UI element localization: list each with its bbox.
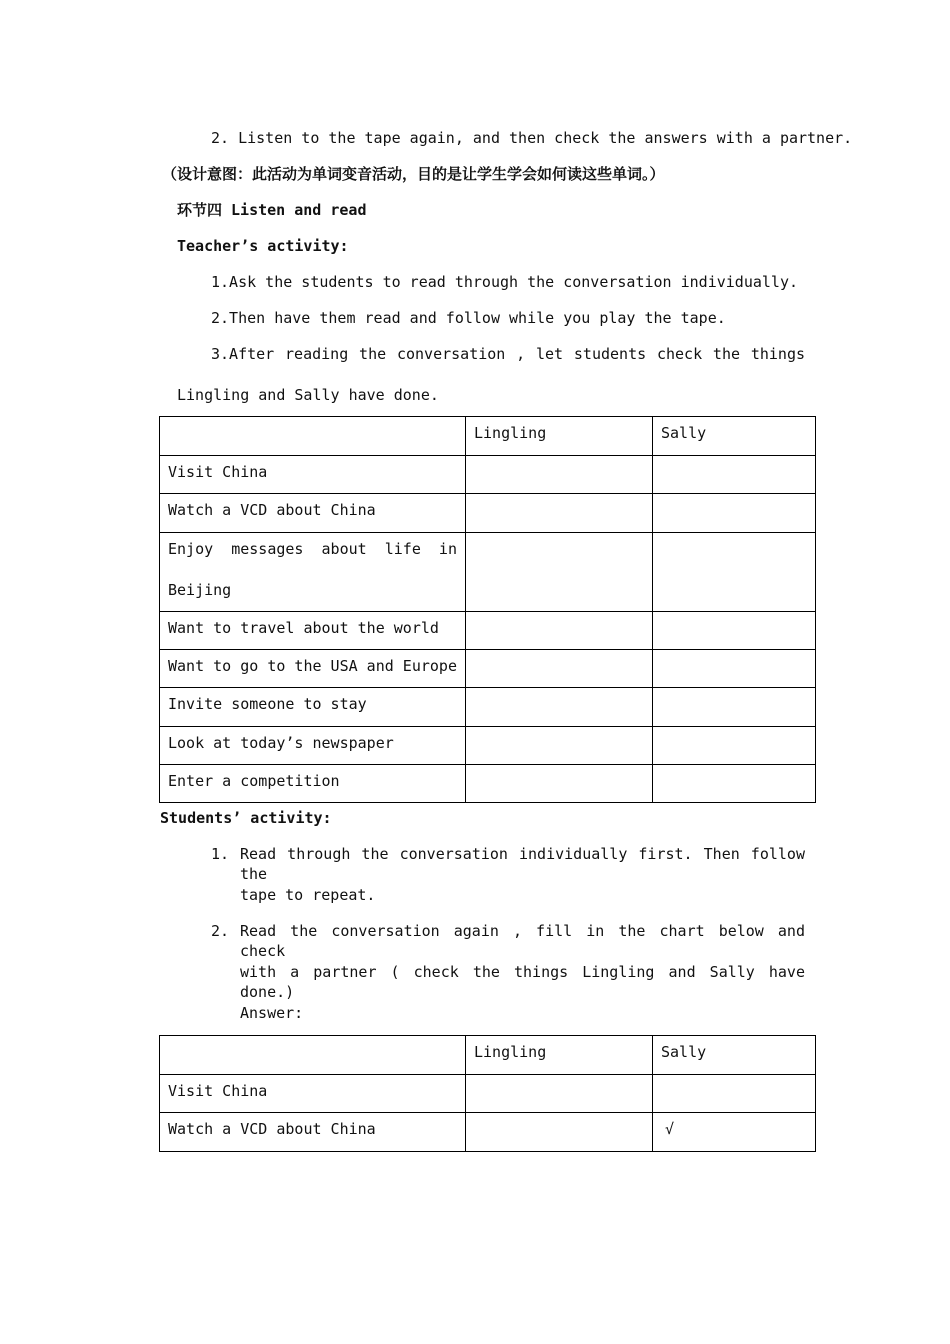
teacher-activity-heading: Teacher’s activity: [177, 237, 349, 255]
activity-cell: Enter a competition [160, 765, 466, 803]
sally-cell [653, 456, 816, 494]
sally-cell [653, 688, 816, 727]
lingling-cell [466, 456, 653, 494]
table-row [160, 456, 816, 494]
activity-cell-line-2: Beijing [168, 581, 232, 599]
sally-check-cell [653, 1113, 816, 1152]
activity-cell: Want to travel about the world [160, 612, 466, 650]
section-heading: 环节四 Listen and read [177, 201, 367, 219]
teacher-step-2: 2.Then have them read and follow while you play the tape. [211, 309, 726, 327]
header-cell-sally: Sally [653, 1036, 816, 1075]
table-header-row [160, 417, 816, 456]
table-row [160, 1113, 816, 1152]
lingling-cell [466, 1075, 653, 1113]
sally-cell [653, 765, 816, 803]
check-mark-icon: √ [665, 1120, 675, 1138]
sally-cell [653, 612, 816, 650]
table-row [160, 494, 816, 533]
lingling-cell [466, 688, 653, 727]
lingling-cell [466, 1113, 653, 1152]
activity-check-table [159, 416, 816, 803]
sally-cell [653, 533, 816, 612]
sally-cell [653, 650, 816, 688]
students-item-1-line-2: tape to repeat. [240, 886, 376, 904]
activity-cell-line-1: Enjoy messages about life in [168, 540, 457, 558]
activity-cell: Want to go to the USA and Europe [160, 650, 466, 688]
activity-cell: Visit China [160, 456, 466, 494]
table-row [160, 765, 816, 803]
teacher-step-1: 1.Ask the students to read through the conversation individually. [211, 273, 798, 291]
activity-cell: Invite someone to stay [160, 688, 466, 727]
table-row [160, 1075, 816, 1113]
header-cell-lingling: Lingling [466, 417, 653, 456]
activity-cell [160, 533, 466, 612]
students-item-1-number: 1. [211, 845, 230, 863]
table-header-row [160, 1036, 816, 1075]
table-row [160, 727, 816, 765]
lingling-cell [466, 494, 653, 533]
listen-again-step: 2. Listen to the tape again, and then check the answers with a partner. [211, 129, 853, 147]
students-item-2-number: 2. [211, 922, 230, 940]
sally-cell [653, 1075, 816, 1113]
students-item-2-line-1: Read the conversation again , fill in the chart below and check [240, 922, 805, 960]
lingling-cell [466, 533, 653, 612]
activity-cell: Watch a VCD about China [160, 1113, 466, 1152]
answer-label: Answer: [240, 1004, 304, 1022]
design-note: （设计意图：此活动为单词变音活动，目的是让学生学会如何读这些单词。） [162, 165, 665, 183]
table-row [160, 650, 816, 688]
header-cell-empty [160, 417, 466, 456]
table-row [160, 612, 816, 650]
activity-cell: Visit China [160, 1075, 466, 1113]
table-row [160, 533, 816, 612]
activity-cell: Watch a VCD about China [160, 494, 466, 533]
sally-cell [653, 494, 816, 533]
students-item-2-line-2: with a partner ( check the things Lingling and Sally have done.) [240, 963, 805, 1001]
students-item-1-line-1: Read through the conversation individually first. Then follow the [240, 845, 805, 883]
teacher-step-3-line-1: 3.After reading the conversation , let students check the things [211, 345, 805, 363]
teacher-step-3-line-2: Lingling and Sally have done. [177, 386, 439, 404]
students-activity-heading: Students’ activity: [160, 809, 332, 827]
table-row [160, 688, 816, 727]
lingling-cell [466, 765, 653, 803]
answer-table [159, 1035, 816, 1152]
activity-cell: Look at today’s newspaper [160, 727, 466, 765]
lingling-cell [466, 650, 653, 688]
header-cell-lingling: Lingling [466, 1036, 653, 1075]
header-cell-empty [160, 1036, 466, 1075]
sally-cell [653, 727, 816, 765]
header-cell-sally: Sally [653, 417, 816, 456]
lingling-cell [466, 612, 653, 650]
lingling-cell [466, 727, 653, 765]
